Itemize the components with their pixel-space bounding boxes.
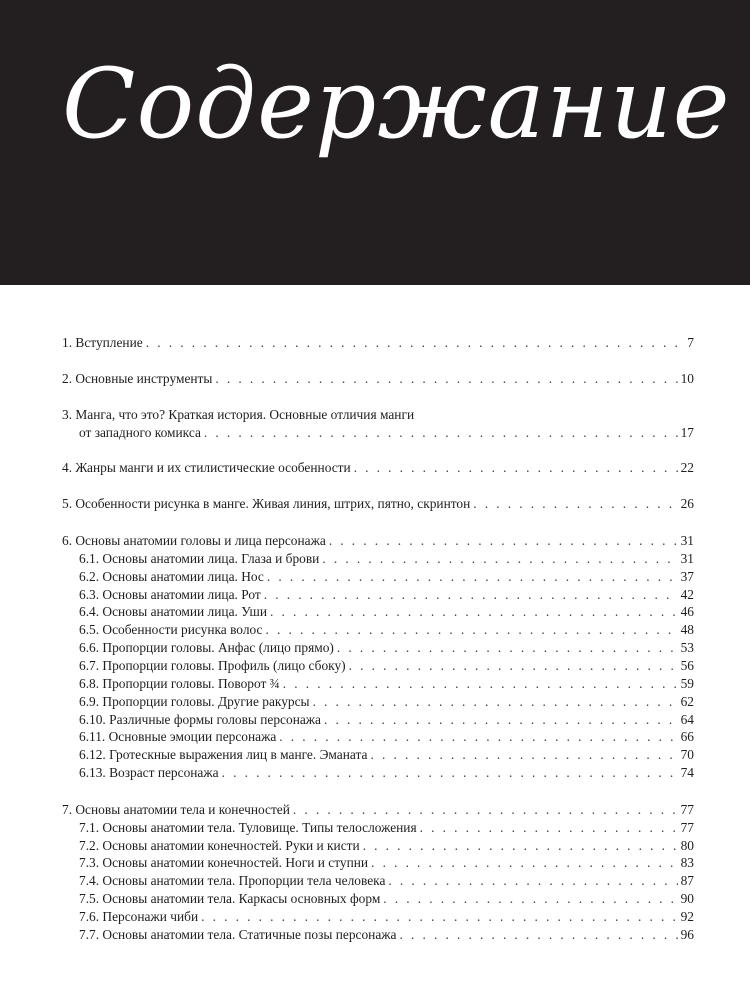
toc-subentry-6-12[interactable] [62,746,694,764]
toc-subentry-7-4[interactable] [62,872,694,890]
toc-subentry-page: 31 [680,550,694,566]
toc-entry-7[interactable] [62,801,694,819]
toc-subentry-label: 7.2. Основы анатомии конечностей. Руки и кисти [79,837,360,853]
toc-subentry-7-1[interactable] [62,819,694,837]
dot-leader [222,764,678,782]
toc-entry-page: 17 [680,424,694,440]
toc-subentry-label: 6.8. Пропорции головы. Поворот ¾ [79,675,280,691]
dot-leader [279,728,677,746]
toc-subentry-6-10[interactable] [62,711,694,729]
dot-leader [349,657,678,675]
toc-section-7 [62,801,694,944]
dot-leader [267,568,678,586]
dot-leader [204,424,678,442]
toc-section-6 [62,532,694,782]
toc-subentry-label: 6.9. Пропорции головы. Другие ракурсы [79,693,310,709]
toc-entry-5[interactable] [62,495,694,513]
toc-entry-page: 10 [680,370,694,386]
toc-entry-label: 5. Особенности рисунка в манге. Живая линия, штрих, пятно, скринтон [62,496,471,512]
toc-subentry-page: 87 [680,873,694,889]
toc-subentry-label: 6.1. Основы анатомии лица. Глаза и брови [79,550,320,566]
toc-subentry-page: 64 [680,711,694,727]
toc-subentry-label: 6.10. Различные формы головы персонажа [79,711,321,727]
toc-subentry-6-4[interactable] [62,603,694,621]
dot-leader [265,621,677,639]
dot-leader [363,837,678,855]
toc-entry-label: 1. Вступление [62,335,143,350]
dot-leader [370,746,677,764]
toc-subentry-page: 80 [680,837,694,853]
dot-leader [264,586,678,604]
dot-leader [313,693,678,711]
toc-entry-label: 7. Основы анатомии тела и конечностей [62,801,290,817]
toc-subentry-label: 6.4. Основы анатомии лица. Уши [79,604,267,620]
dot-leader [270,603,678,621]
toc-subentry-page: 46 [680,604,694,620]
toc-subentry-page: 59 [680,675,694,691]
toc-subentry-label: 6.11. Основные эмоции персонажа [79,729,277,745]
dot-leader [388,872,677,890]
dot-leader [420,819,678,837]
dot-leader [354,459,678,477]
dot-leader [329,532,678,550]
toc-subentry-6-5[interactable] [62,621,694,639]
dot-leader [383,890,677,908]
toc-subentry-6-13[interactable] [62,764,694,782]
toc-subentry-page: 56 [680,657,694,673]
dot-leader [201,908,677,926]
toc-entry-page: 7 [687,335,694,350]
toc-subentry-page: 74 [680,765,694,781]
toc-entry-page: 26 [680,496,694,512]
toc-entry-page: 22 [680,460,694,476]
toc-subentry-label: 6.6. Пропорции головы. Анфас (лицо прямо) [79,640,334,656]
toc-subentry-page: 70 [680,747,694,763]
toc-subentry-label: 6.2. Основы анатомии лица. Нос [79,568,264,584]
toc-subentry-page: 66 [680,729,694,745]
dot-leader [293,801,678,819]
toc-subentry-label: 6.5. Особенности рисунка волос [79,622,263,638]
toc-subentry-page: 77 [680,819,694,835]
dot-leader [283,675,678,693]
dot-leader [215,370,677,388]
toc-subentry-page: 92 [680,908,694,924]
header-banner [0,0,750,285]
toc-subentry-label: 7.6. Персонажи чиби [79,908,199,924]
toc-entry-label: 4. Жанры манги и их стилистические особенности [62,460,351,476]
toc-entry-4[interactable] [62,459,694,477]
toc-subentry-page: 48 [680,622,694,638]
toc-entry-page: 31 [680,533,694,549]
dot-leader [322,550,677,568]
toc-subentry-page: 62 [680,693,694,709]
toc-entry-label: 6. Основы анатомии головы и лица персонажа [62,533,326,549]
page-title: Содержание [62,48,731,160]
table-of-contents [62,334,694,944]
toc-entry-3[interactable] [62,406,694,442]
dot-leader [337,639,678,657]
toc-subentry-label: 6.13. Возраст персонажа [79,765,219,781]
toc-subentry-7-7[interactable] [62,926,694,944]
toc-entry-label-line2: от западного комикса [79,424,201,440]
toc-subentry-label: 7.3. Основы анатомии конечностей. Ноги и ступни [79,855,369,871]
toc-subentry-7-6[interactable] [62,908,694,926]
toc-subentry-6-7[interactable] [62,657,694,675]
dot-leader [146,334,685,352]
toc-subentry-6-2[interactable] [62,568,694,586]
toc-subentry-label: 7.4. Основы анатомии тела. Пропорции тела человека [79,873,386,889]
toc-subentry-label: 7.5. Основы анатомии тела. Каркасы основных форм [79,891,381,907]
toc-subentry-6-6[interactable] [62,639,694,657]
toc-entry-2[interactable] [62,370,694,388]
toc-subentry-label: 7.1. Основы анатомии тела. Туловище. Типы телосложения [79,819,417,835]
toc-subentry-7-5[interactable] [62,890,694,908]
toc-entry-label-line1: 3. Манга, что это? Краткая история. Основные отличия манги [62,406,415,422]
dot-leader [371,854,678,872]
toc-subentry-6-9[interactable] [62,693,694,711]
toc-subentry-page: 83 [680,855,694,871]
toc-entry-page: 77 [680,801,694,817]
dot-leader [473,495,677,513]
dot-leader [399,926,677,944]
toc-subentry-label: 6.7. Пропорции головы. Профиль (лицо сбоку) [79,657,346,673]
toc-subentry-7-2[interactable] [62,837,694,855]
toc-subentry-6-1[interactable] [62,550,694,568]
toc-subentry-7-3[interactable] [62,854,694,872]
toc-subentry-6-8[interactable] [62,675,694,693]
dot-leader [324,711,678,729]
toc-subentry-page: 90 [680,891,694,907]
toc-subentry-label: 7.7. Основы анатомии тела. Статичные позы персонажа [79,926,397,942]
toc-entry-label: 2. Основные инструменты [62,370,213,386]
toc-subentry-label: 6.3. Основы анатомии лица. Рот [79,586,261,602]
toc-subentry-page: 96 [680,926,694,942]
toc-subentry-6-3[interactable] [62,586,694,604]
toc-subentry-page: 42 [680,586,694,602]
toc-subentry-page: 37 [680,568,694,584]
toc-entry-1[interactable] [62,334,694,352]
toc-subentry-label: 6.12. Гротескные выражения лиц в манге. Эманата [79,747,368,763]
toc-subentry-page: 53 [680,640,694,656]
toc-entry-6[interactable] [62,532,694,550]
toc-subentry-6-11[interactable] [62,728,694,746]
